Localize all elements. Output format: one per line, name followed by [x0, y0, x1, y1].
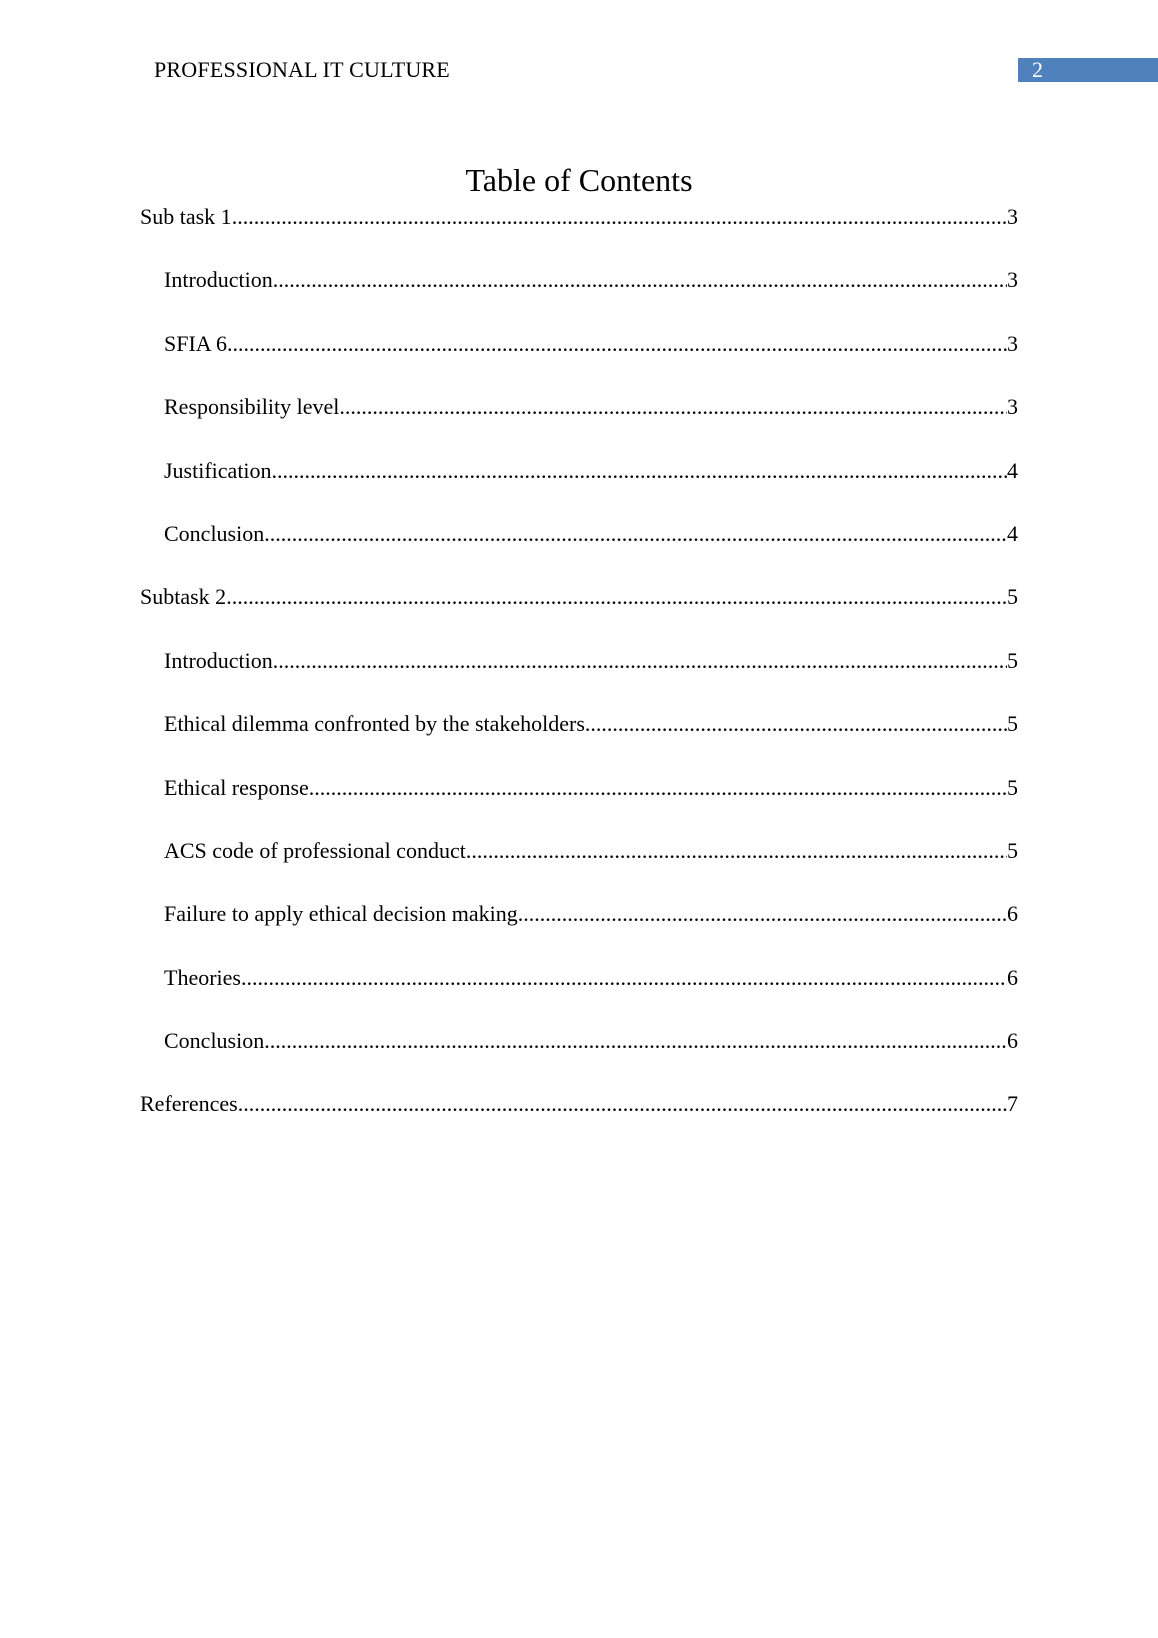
toc-entry-page: 3	[1007, 394, 1018, 420]
toc-entry-page: 6	[1007, 1028, 1018, 1054]
page-header	[0, 0, 1158, 100]
toc-dot-leader	[272, 453, 1007, 489]
toc-entry-label: Conclusion	[164, 520, 265, 546]
toc-dot-leader	[273, 262, 1007, 298]
toc-entry-label: References	[140, 1091, 238, 1117]
toc-entry-label: Ethical response	[164, 774, 309, 800]
toc-dot-leader	[227, 326, 1007, 362]
toc-entry-subtask-2[interactable]	[140, 579, 1018, 642]
toc-entry-sfia-6[interactable]	[140, 326, 1018, 389]
toc-entry-responsibility-level[interactable]	[140, 389, 1018, 452]
toc-dot-leader	[241, 960, 1007, 996]
toc-entry-page: 6	[1007, 964, 1018, 990]
toc-entry-label: Failure to apply ethical decision making	[164, 901, 518, 927]
toc-entry-page: 5	[1007, 774, 1018, 800]
toc-entry-label: Sub task 1	[140, 204, 232, 229]
table-of-contents	[140, 199, 1018, 1150]
toc-entry-page: 4	[1007, 457, 1018, 483]
toc-entry-page: 5	[1007, 647, 1018, 673]
toc-entry-page: 5	[1007, 711, 1018, 737]
toc-dot-leader	[339, 389, 1007, 425]
toc-entry-page: 5	[1007, 837, 1018, 863]
toc-entry-label: SFIA 6	[164, 330, 227, 356]
toc-entry-ethical-response[interactable]	[140, 770, 1018, 833]
toc-dot-leader	[238, 1086, 1007, 1122]
toc-dot-leader	[264, 516, 1007, 552]
toc-entry-sub-task-1[interactable]	[140, 199, 1018, 262]
toc-dot-leader	[518, 896, 1007, 932]
toc-entry-page: 7	[1007, 1091, 1018, 1117]
toc-entry-label: Conclusion	[164, 1028, 265, 1054]
toc-entry-page: 6	[1007, 901, 1018, 927]
toc-entry-justification[interactable]	[140, 453, 1018, 516]
toc-entry-references[interactable]	[140, 1086, 1018, 1149]
toc-entry-label: Theories	[164, 964, 241, 990]
toc-dot-leader	[226, 579, 1007, 615]
toc-entry-label: Introduction	[164, 267, 273, 293]
toc-entry-label: Subtask 2	[140, 584, 227, 610]
page-number-box	[1018, 58, 1158, 82]
toc-entry-label: Introduction	[164, 647, 273, 673]
toc-entry-label: Justification	[164, 457, 272, 483]
toc-entry-conclusion-1[interactable]	[140, 516, 1018, 579]
toc-entry-label: Responsibility level	[164, 394, 340, 420]
toc-entry-failure-ethical-decision[interactable]	[140, 896, 1018, 959]
toc-dot-leader	[273, 643, 1007, 679]
toc-entry-acs-code[interactable]	[140, 833, 1018, 896]
toc-entry-page: 3	[1007, 267, 1018, 293]
toc-entry-page: 4	[1007, 520, 1018, 546]
toc-dot-leader	[232, 199, 1007, 235]
toc-entry-introduction-2[interactable]	[140, 643, 1018, 706]
toc-title: Table of Contents	[465, 162, 693, 198]
toc-entry-page: 3	[1007, 330, 1018, 356]
toc-dot-leader	[585, 706, 1007, 742]
toc-dot-leader	[264, 1023, 1007, 1059]
toc-entry-theories[interactable]	[140, 960, 1018, 1023]
toc-entry-conclusion-2[interactable]	[140, 1023, 1018, 1086]
running-head: PROFESSIONAL IT CULTURE	[154, 57, 450, 82]
toc-entry-label: ACS code of professional conduct	[164, 837, 466, 863]
page-number: 2	[1032, 57, 1043, 82]
toc-dot-leader	[466, 833, 1007, 869]
toc-entry-page: 5	[1007, 584, 1018, 610]
toc-entry-ethical-dilemma[interactable]	[140, 706, 1018, 769]
toc-dot-leader	[309, 770, 1007, 806]
toc-entry-label: Ethical dilemma confronted by the stakeholders	[164, 711, 585, 737]
toc-entry-page: 3	[1007, 204, 1018, 229]
toc-entry-introduction-1[interactable]	[140, 262, 1018, 325]
